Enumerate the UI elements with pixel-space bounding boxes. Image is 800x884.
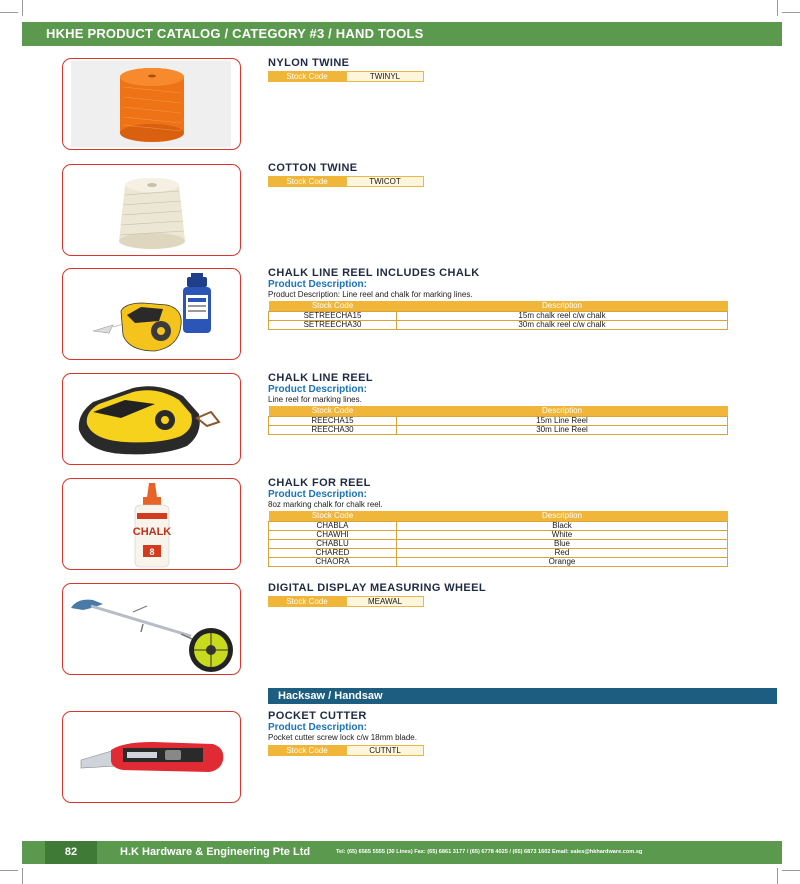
- column-header-stock-code: Stock Code: [269, 301, 397, 312]
- description-cell: Blue: [397, 540, 728, 549]
- product-title: POCKET CUTTER: [268, 710, 367, 722]
- product-image-nylon-twine: [62, 58, 241, 150]
- section-heading: Hacksaw / Handsaw: [268, 688, 777, 704]
- stock-code-cell: CHAWHI: [269, 531, 397, 540]
- crop-mark: [782, 870, 800, 871]
- stock-code-badge: [268, 71, 424, 82]
- stock-code-value: TWINYL: [346, 71, 424, 82]
- product-image-chalk-line-reel: [62, 373, 241, 465]
- stock-code-cell: SETREECHA30: [269, 321, 397, 330]
- crop-mark: [782, 12, 800, 13]
- column-header-stock-code: Stock Code: [269, 406, 397, 417]
- description-cell: 15m Line Reel: [397, 417, 728, 426]
- stock-code-cell: CHARED: [269, 549, 397, 558]
- crop-mark: [0, 12, 18, 13]
- product-title: NYLON TWINE: [268, 57, 350, 69]
- product-image-chalk-reel-set: [62, 268, 241, 360]
- product-title: DIGITAL DISPLAY MEASURING WHEEL: [268, 582, 486, 594]
- description-cell: Orange: [397, 558, 728, 567]
- stock-table: [268, 301, 728, 330]
- stock-code-value: TWICOT: [346, 176, 424, 187]
- crop-mark: [22, 0, 23, 16]
- stock-code-cell: SETREECHA15: [269, 312, 397, 321]
- stock-code-label: Stock Code: [268, 176, 346, 187]
- product-title: COTTON TWINE: [268, 162, 358, 174]
- crop-mark: [777, 868, 778, 884]
- table-header-row: [269, 511, 728, 522]
- stock-code-cell: CHABLA: [269, 522, 397, 531]
- product-description: Line reel for marking lines.: [268, 395, 362, 404]
- stock-code-badge: [268, 745, 424, 756]
- stock-code-label: Stock Code: [268, 745, 346, 756]
- chalk-bottle-size: 8: [149, 547, 155, 557]
- product-description-heading: Product Description:: [268, 384, 367, 395]
- crop-mark: [22, 868, 23, 884]
- table-row: [269, 558, 728, 567]
- table-row: [269, 321, 728, 330]
- stock-code-value: CUTNTL: [346, 745, 424, 756]
- product-image-pocket-cutter: [62, 711, 241, 803]
- stock-code-label: Stock Code: [268, 71, 346, 82]
- page-number: 82: [45, 841, 97, 864]
- table-header-row: [269, 301, 728, 312]
- contact-info: Tel: (65) 6565 5555 (30 Lines) Fax: (65) 6861 3177 / (65) 6778 4025 / (65) 6873 1602 Email: sales@hkhardware.com.sg: [336, 849, 643, 855]
- table-row: [269, 426, 728, 435]
- product-description: Product Description: Line reel and chalk for marking lines.: [268, 290, 473, 299]
- stock-code-cell: REECHA30: [269, 426, 397, 435]
- product-title: CHALK FOR REEL: [268, 477, 371, 489]
- description-cell: Black: [397, 522, 728, 531]
- stock-code-cell: CHAORA: [269, 558, 397, 567]
- description-cell: White: [397, 531, 728, 540]
- column-header-description: Description: [397, 406, 728, 417]
- product-title: CHALK LINE REEL INCLUDES CHALK: [268, 267, 480, 279]
- description-cell: 30m chalk reel c/w chalk: [397, 321, 728, 330]
- stock-table: [268, 406, 728, 435]
- product-image-measuring-wheel: [62, 583, 241, 675]
- stock-code-badge: [268, 596, 424, 607]
- column-header-description: Description: [397, 511, 728, 522]
- product-description: 8oz marking chalk for chalk reel.: [268, 500, 383, 509]
- crop-mark: [0, 870, 18, 871]
- table-header-row: [269, 406, 728, 417]
- product-description-heading: Product Description:: [268, 279, 367, 290]
- column-header-stock-code: Stock Code: [269, 511, 397, 522]
- description-cell: Red: [397, 549, 728, 558]
- chalk-bottle-label: CHALK: [132, 526, 172, 538]
- stock-code-cell: CHABLU: [269, 540, 397, 549]
- column-header-description: Description: [397, 301, 728, 312]
- stock-code-value: MEAWAL: [346, 596, 424, 607]
- product-description: Pocket cutter screw lock c/w 18mm blade.: [268, 733, 417, 742]
- product-description-heading: Product Description:: [268, 722, 367, 733]
- crop-mark: [777, 0, 778, 16]
- company-name: H.K Hardware & Engineering Pte Ltd: [120, 846, 311, 858]
- product-title: CHALK LINE REEL: [268, 372, 373, 384]
- stock-table: [268, 511, 728, 567]
- stock-code-badge: [268, 176, 424, 187]
- product-image-chalk-bottle: [62, 478, 241, 570]
- description-cell: 15m chalk reel c/w chalk: [397, 312, 728, 321]
- product-description-heading: Product Description:: [268, 489, 367, 500]
- catalog-header: HKHE PRODUCT CATALOG / CATEGORY #3 / HAND TOOLS: [22, 22, 782, 46]
- product-image-cotton-twine: [62, 164, 241, 256]
- stock-code-cell: REECHA15: [269, 417, 397, 426]
- stock-code-label: Stock Code: [268, 596, 346, 607]
- description-cell: 30m Line Reel: [397, 426, 728, 435]
